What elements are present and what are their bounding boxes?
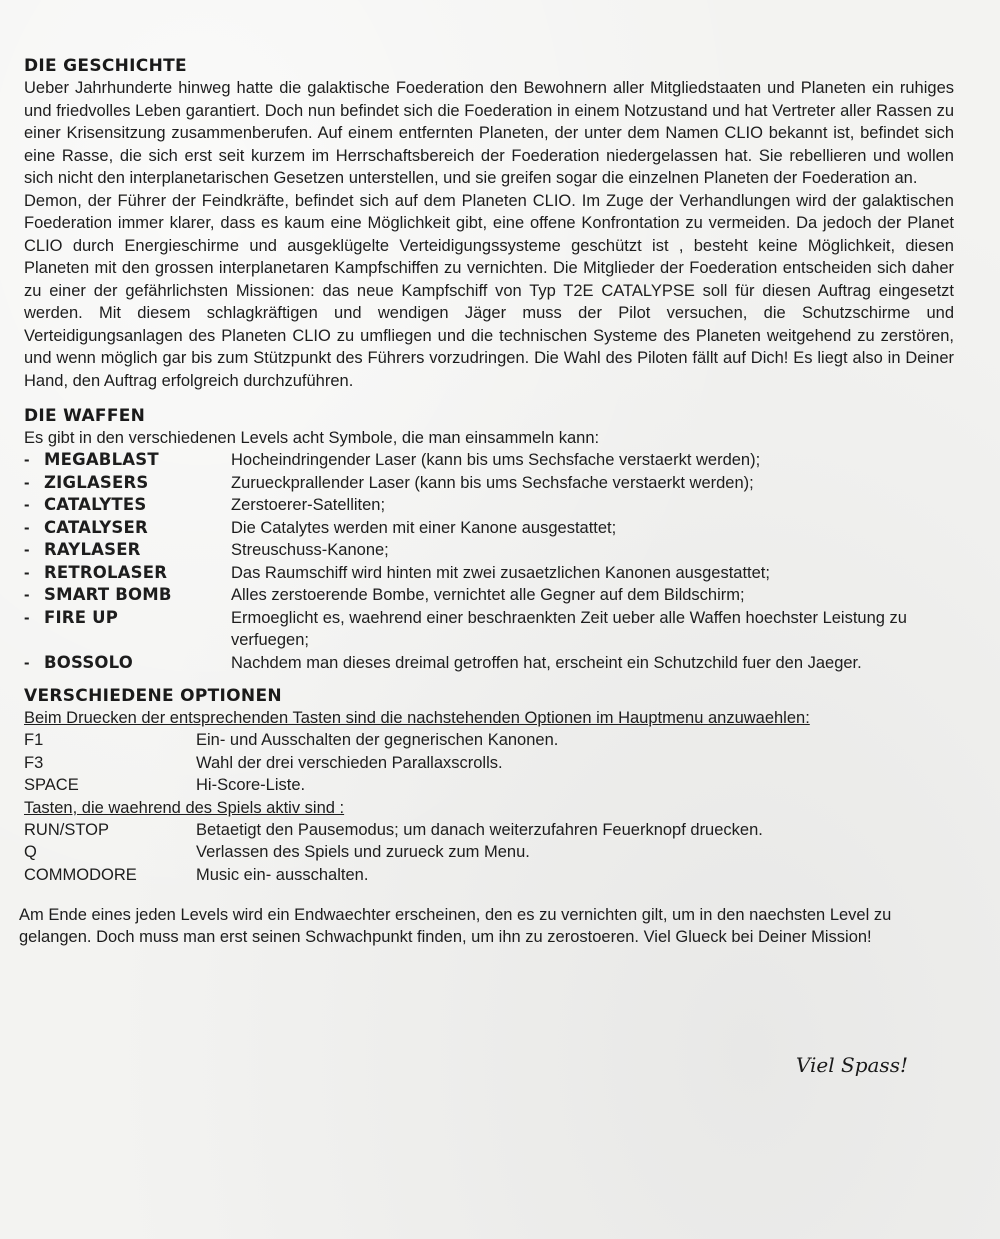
weapon-dash: - bbox=[24, 451, 30, 469]
weapon-name: BOSSOLO bbox=[44, 652, 134, 672]
weapon-description: Zurueckprallender Laser (kann bis ums Sechsfache verstaerkt werden); bbox=[231, 473, 754, 492]
option-description: Hi-Score-Liste. bbox=[196, 776, 306, 794]
option-description: Wahl der drei verschieden Parallaxscrolls. bbox=[196, 753, 503, 772]
closing-paragraph: Am Ende eines jeden Levels wird ein Endwaechter erscheinen, den es zu vernichten gilt, um in den naechsten Level zu gelangen. Doch muss man erst seinen Schwachpunkt finden, um ihn zu zerostoeren. Viel Glueck bei Deiner Mission! bbox=[19, 906, 892, 946]
story-heading: DIE GESCHICHTE bbox=[24, 56, 187, 76]
weapon-name: CATALYSER bbox=[44, 517, 148, 537]
weapon-name: MEGABLAST bbox=[44, 450, 159, 469]
weapon-description: Hocheindringender Laser (kann bis ums Sechsfache verstaerkt werden); bbox=[231, 451, 761, 469]
weapon-dash: - bbox=[24, 541, 30, 559]
weapon-row bbox=[24, 494, 954, 517]
options-section bbox=[24, 686, 954, 886]
weapon-row bbox=[24, 584, 954, 607]
weapon-description: Streuschuss-Kanone; bbox=[231, 541, 389, 559]
option-key: Q bbox=[24, 843, 37, 861]
menu-options-caption: Beim Druecken der entsprechenden Tasten sind die nachstehenden Optionen im Hauptmenu anzuwaehlen: bbox=[24, 709, 810, 727]
option-row bbox=[24, 752, 954, 775]
weapon-description: Zerstoerer-Satelliten; bbox=[231, 496, 386, 514]
weapon-description: Die Catalytes werden mit einer Kanone ausgestattet; bbox=[231, 518, 617, 537]
weapon-name: FIRE UP bbox=[44, 607, 119, 627]
options-heading: VERSCHIEDENE OPTIONEN bbox=[24, 686, 282, 706]
story-paragraph-2: Demon, der Führer der Feindkräfte, befindet sich auf dem Planeten CLIO. Im Zuge der Verhandlungen wird der galaktischen Foederation immer klarer, dass es kaum eine Möglichkeit gibt, eine offene Konfrontation zu vermeiden. Da jedoch der Planet CLIO durch Energieschirme und ausgeklügelte Verteidigungssysteme geschützt ist , besteht keine Möglichkeit, diesen Planeten mit den grossen interplanetaren Kampfschiffen zu vernichten. Die Mitglieder der Foederation entscheiden sich daher zu einer der gefährlichsten Missionen: das neue Kampfschiff von Typ T2E CATALYPSE soll für diesen Auftrag eingesetzt werden. Mit diesem schlagkräftigen und wendigen Jäger muss der Pilot versuchen, die Schutzschirme und Verteidigungsanlagen des Planeten CLIO zu umfliegen und die technischen Systeme des Planeten weitgehend zu zerstören, und wenn möglich gar bis zum Stützpunkt des Führers vorzudringen. Die Wahl des Piloten fällt auf Dich! Es liegt also in Deiner Hand, den Auftrag erfolgreich durchzuführen. bbox=[24, 191, 954, 390]
option-key: F3 bbox=[24, 753, 44, 772]
weapon-description: Ermoeglicht es, waehrend einer beschraenkten Zeit ueber alle Waffen hoechster Leistung zu verfuegen; bbox=[231, 608, 907, 649]
weapon-name: ZIGLASERS bbox=[44, 472, 149, 492]
weapon-name: CATALYTES bbox=[44, 495, 147, 514]
option-description: Verlassen des Spiels und zurueck zum Menu. bbox=[196, 843, 530, 861]
weapon-description: Nachdem man dieses dreimal getroffen hat, erscheint ein Schutzchild fuer den Jaeger. bbox=[231, 653, 862, 672]
story-paragraph-1: Ueber Jahrhunderte hinweg hatte die galaktische Foederation den Bewohnern aller Mitgliedstaaten und Planeten ein ruhiges und friedvolles Leben garantiert. Doch nun befindet sich die Foederation in einem Notzustand und hat Vertreter aller Rassen zu einer Krisensitzung zusammenberufen. Auf einem entfernten Planeten, der unter dem Namen CLIO bekannt ist, befindet sich eine Rasse, die sich erst seit kurzem im Herrschaftsbereich der Foederation niedergelassen hat. Sie rebellieren und wollen sich nicht den interplanetarischen Gesetzen unterstellen, und sie greifen sogar die einzelnen Planeten der Foederation an. bbox=[24, 79, 954, 187]
signoff: Viel Spass! bbox=[795, 1053, 908, 1077]
weapon-row bbox=[24, 539, 954, 562]
option-key: COMMODORE bbox=[24, 865, 137, 884]
option-row bbox=[24, 841, 954, 864]
weapon-description: Alles zerstoerende Bombe, vernichtet alle Gegner auf dem Bildschirm; bbox=[231, 586, 745, 604]
weapon-row bbox=[24, 517, 954, 540]
weapon-name: SMART BOMB bbox=[44, 585, 172, 604]
weapon-dash: - bbox=[24, 473, 30, 492]
menu-options-list bbox=[24, 729, 954, 797]
weapon-dash: - bbox=[24, 608, 30, 627]
weapons-intro: Es gibt in den verschiedenen Levels acht Symbole, die man einsammeln kann: bbox=[24, 429, 600, 447]
option-row bbox=[24, 774, 954, 797]
weapon-row bbox=[24, 449, 954, 472]
weapon-dash: - bbox=[24, 586, 30, 604]
game-keys-list bbox=[24, 819, 954, 887]
option-row bbox=[24, 864, 954, 887]
weapons-section bbox=[24, 406, 954, 674]
option-row bbox=[24, 819, 954, 842]
game-keys-caption: Tasten, die waehrend des Spiels aktiv sind : bbox=[24, 798, 345, 817]
option-description: Music ein- ausschalten. bbox=[196, 865, 369, 884]
weapon-dash: - bbox=[24, 518, 30, 537]
option-description: Betaetigt den Pausemodus; um danach weiterzufahren Feuerknopf druecken. bbox=[196, 820, 763, 839]
weapon-row bbox=[24, 607, 954, 652]
weapon-row bbox=[24, 562, 954, 585]
option-description: Ein- und Ausschalten der gegnerischen Kanonen. bbox=[196, 731, 559, 749]
weapon-description: Das Raumschiff wird hinten mit zwei zusaetzlichen Kanonen ausgestattet; bbox=[231, 563, 770, 582]
weapon-name: RAYLASER bbox=[44, 540, 141, 559]
weapon-dash: - bbox=[24, 563, 30, 582]
weapons-heading: DIE WAFFEN bbox=[24, 406, 146, 426]
weapon-name: RETROLASER bbox=[44, 562, 168, 582]
option-key: F1 bbox=[24, 731, 44, 749]
manual-content bbox=[19, 56, 954, 948]
option-key: SPACE bbox=[24, 776, 79, 794]
option-row bbox=[24, 729, 954, 752]
story-section bbox=[24, 56, 954, 392]
weapon-row bbox=[24, 652, 954, 675]
weapon-dash: - bbox=[24, 496, 30, 514]
weapon-dash: - bbox=[24, 653, 30, 672]
option-key: RUN/STOP bbox=[24, 820, 109, 839]
weapon-row bbox=[24, 472, 954, 495]
weapons-list bbox=[24, 449, 954, 674]
